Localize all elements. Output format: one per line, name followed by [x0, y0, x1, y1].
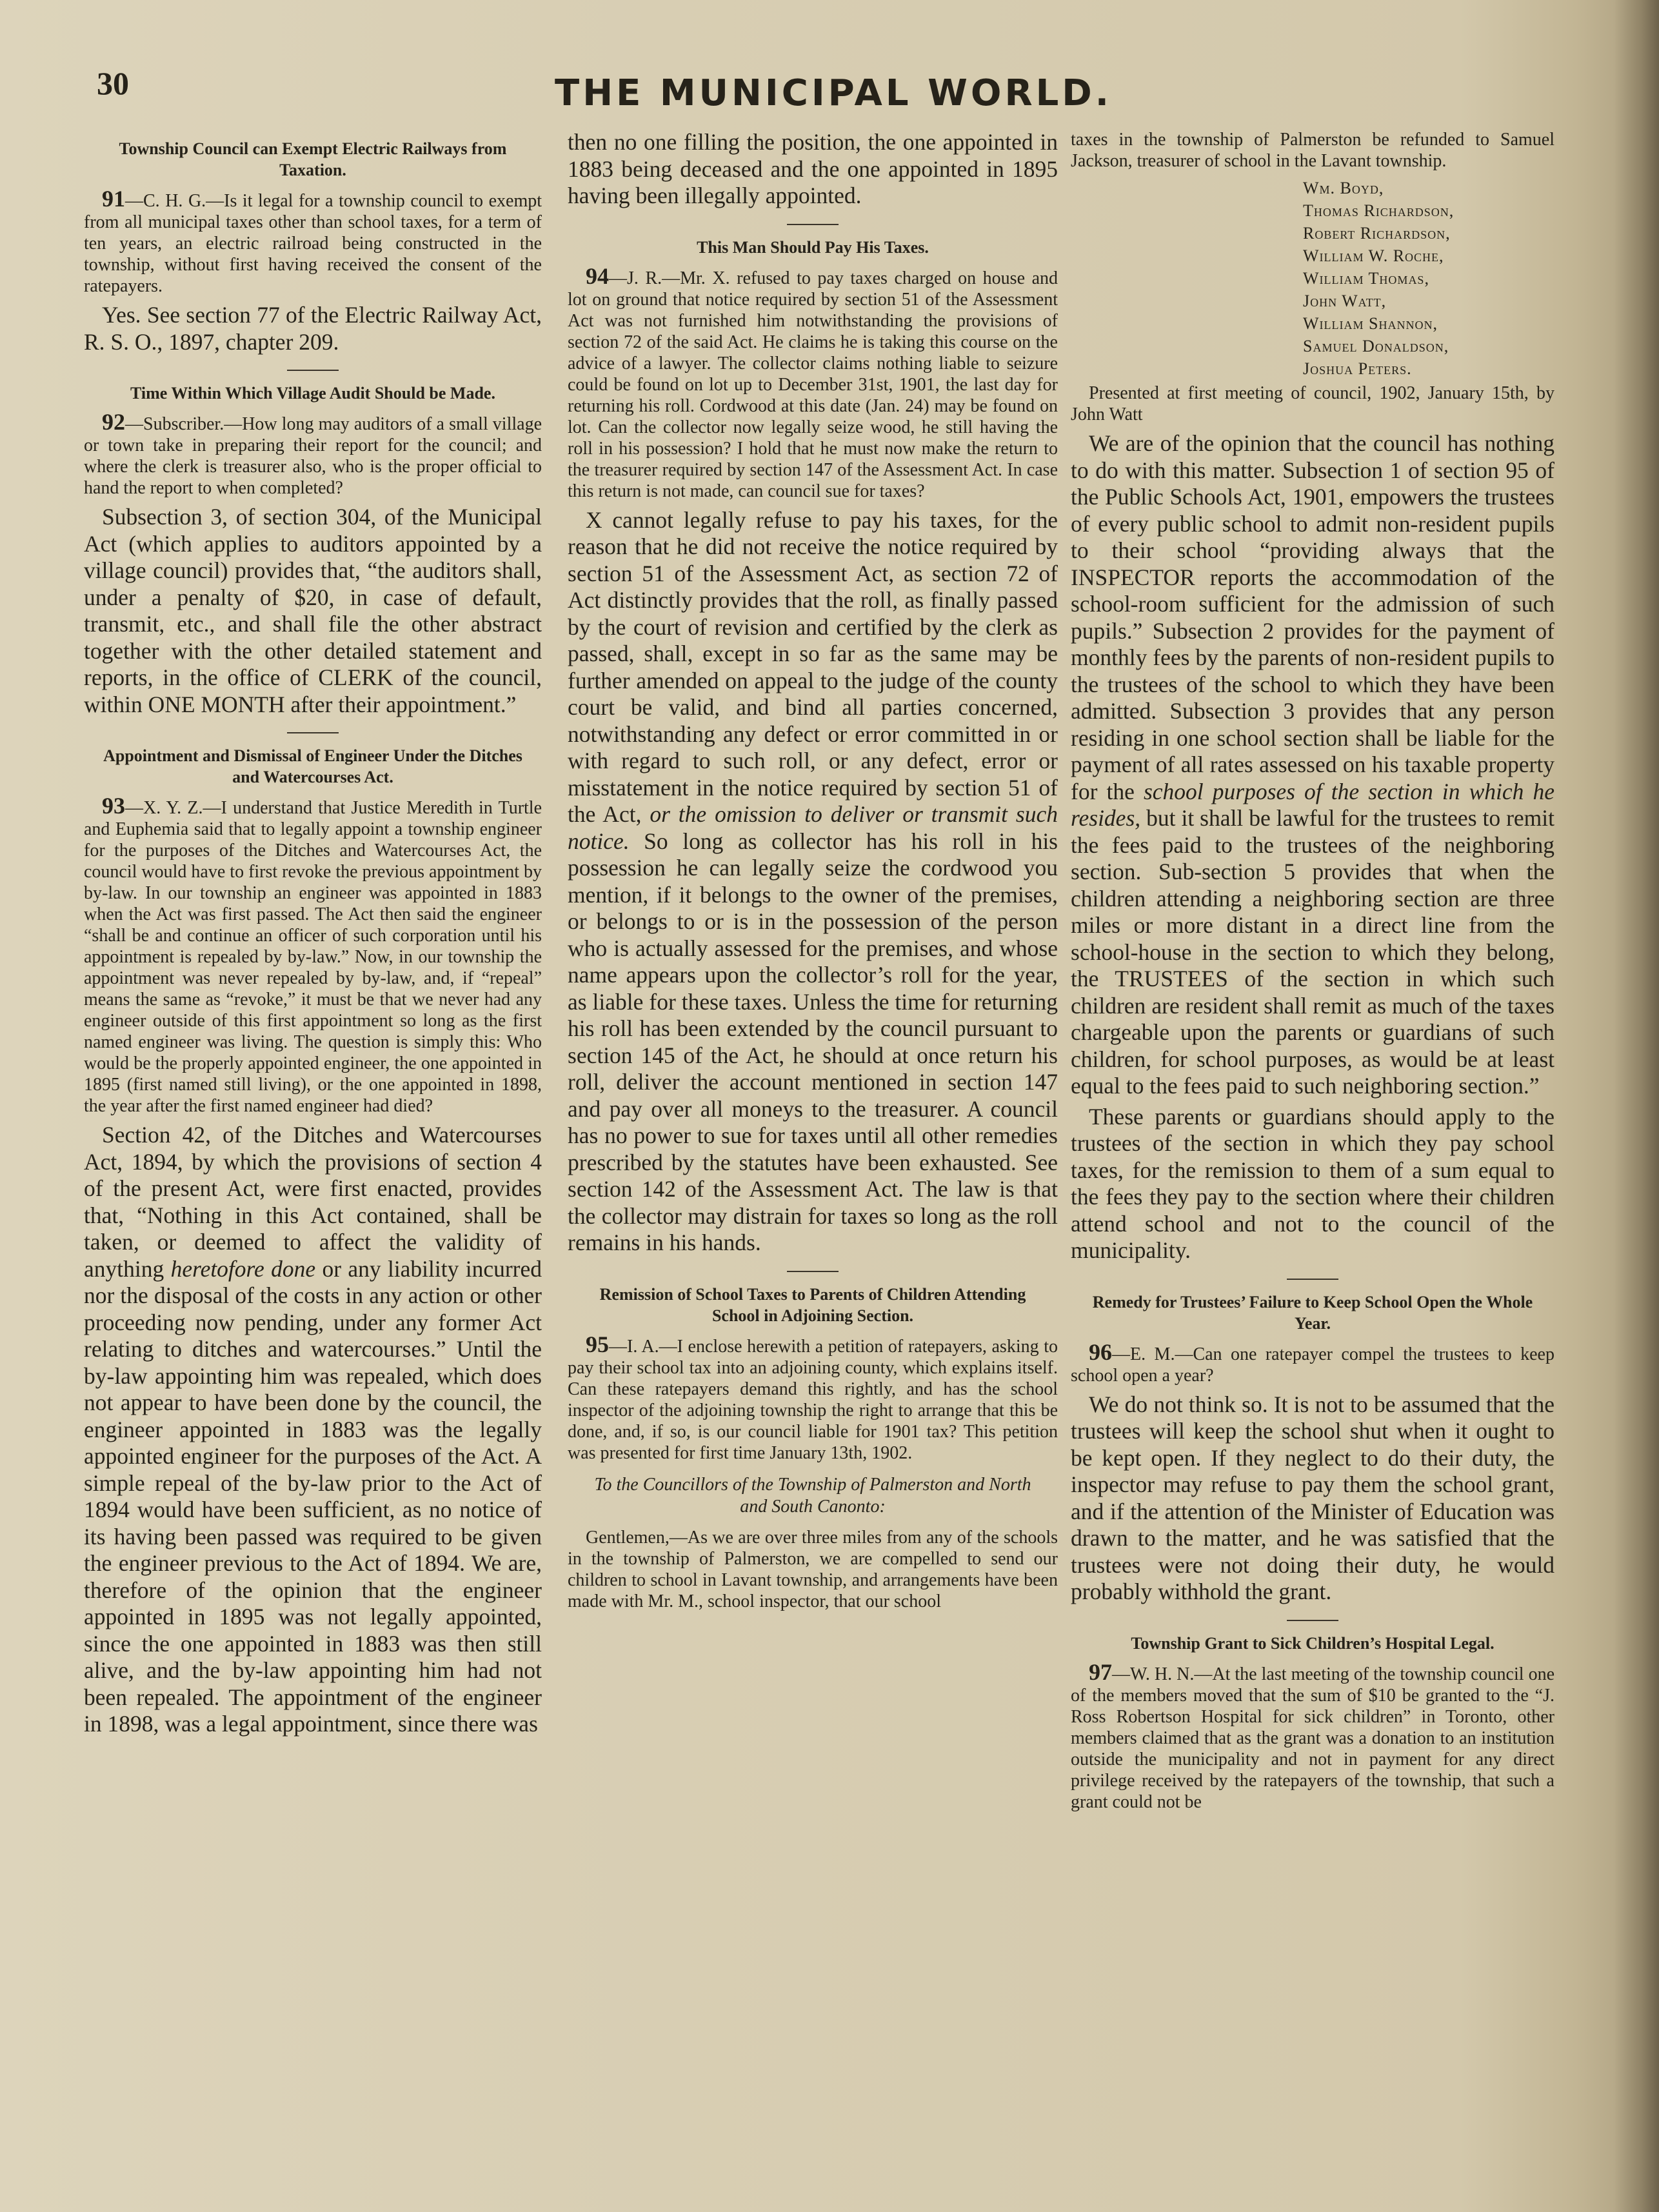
question-number: 92 [102, 409, 125, 435]
answer-text: X cannot legally refuse to pay his taxes, for the reason that he did not receive the notice required by section 51 of the Assessment Act, as section 72 of Act distinctly provides that the roll, as finally passed by the court of revision and certified by the clerk as passed, shall, except in so far as the same may be further amended on appeal to the judge of the county court be valid, and bind all parties concerned, notwithstanding any defect or error committed in or with regard to such roll, or any defect, error or misstatement in the notice required by section 51 of the Act, [568, 506, 1058, 827]
page-number: 30 [97, 65, 129, 101]
petition-text: Gentlemen,—As we are over three miles from any of the schools in the township of Palmerston, we are compelled to send our children to school in Lavant township, and arrangements have been made with Mr. M., school inspector, that our school [568, 1527, 1058, 1611]
answer-95-part-2: These parents or guardians should apply to the trustees of the section in which they pay school taxes, for the remission to them of a sum equal to the fees they pay to the section where their children attend school and not to the council of the municipality. [1071, 1103, 1555, 1263]
signatory: John Watt, [1303, 292, 1387, 310]
divider [1287, 1279, 1338, 1280]
answer-92: Subsection 3, of section 304, of the Municipal Act (which applies to auditors appointed by a village council) provides that, “the auditors shall, under a penalty of $20, in case of default, transmit, etc., and shall file the other abstract together with the other detailed statement and reports, in the office of CLERK of the council, within ONE MONTH after their appointment.” [84, 504, 542, 717]
heading-q96: Remedy for Trustees’ Failure to Keep School Open the Whole Year. [1092, 1292, 1533, 1333]
answer-text: We are of the opinion that the council has nothing to do with this matter. Subsection 1 of section 95 of the Public Schools Act, 1901, empowers the trustees of every public school to admit non-resident pupils to their school “providing always that the INSPECTOR reports the accommodation of the school-room sufficient for the admission of such pupils.” Subsection 2 provides for the payment of monthly fees by the parents of non-resident pupils to the trustees of the school to which they have been admitted. Subsection 3 provides that any person residing in one school section shall be liable for the payment of all rates assessed on his taxable property for the [1071, 430, 1555, 804]
answer-text: or any liability incurred nor the disposal of the costs in any action or other proceeding now pending, under any former Act relating to ditches and watercourses.” Until the by-law appointing him was repealed, which does not appear to have been done by the council, the engineer appointed in 1883 was the legally appointed engineer for the purposes of the Act. A simple repeal of the by-law prior to the Act of 1894 would have been sufficient, as no notice of its having been passed was required to be given the engineer previous to the Act of 1894. We are, therefore of the opinion that the engineer appointed in 1895 was not legally appointed, since the one appointed in 1883 was then still alive, and the by-law appointing him had not been repealed. The appointment of the engineer in 1898, was a legal appointment, since there was [84, 1255, 542, 1737]
question-number: 93 [102, 793, 125, 819]
answer-93 [84, 1122, 542, 1738]
answer-95 [1071, 430, 1555, 1100]
question-text: —W. H. N.—At the last meeting of the township council one of the members moved that the sum of $10 be granted to the “J. Ross Robertson Hospital for sick children” in Toronto, other members claimed that as the grant was a donation to an institution outside the municipality and not in payment for any direct privilege received by the ratepayers of the township, that such a grant could not be [1071, 1664, 1555, 1812]
question-text: —J. R.—Mr. X. refused to pay taxes charged on house and lot on ground that notice required by section 51 of the Assessment Act was not furnished him notwithstanding the provisions of section 72 of the said Act. He claims he is taking this course on the advice of a lawyer. The collector claims nothing liable to seizure could be found on lot up to December 31st, 1901, the last day for returning his roll. Cordwood at this date (Jan. 24) may be found on lot. Can the collector now legally seize wood, he still having the roll in his possession? I hold that he must now make the return to the treasurer required by section 147 of the Assessment Act. In case this return is not made, can council sue for taxes? [568, 268, 1058, 501]
column-1 [84, 129, 542, 1742]
question-number: 96 [1089, 1339, 1112, 1365]
question-number: 94 [586, 263, 609, 289]
petition-salutation: To the Councillors of the Township of Palmerston and North and South Canonto: [594, 1474, 1031, 1517]
heading-q93: Appointment and Dismissal of Engineer Under the Ditches and Watercourses Act. [103, 746, 522, 786]
signatory: Samuel Donaldson, [1303, 337, 1449, 355]
answer-93-continued: then no one filling the position, the one appointed in 1883 being deceased and the one appointed in 1895 having been illegally appointed. [568, 129, 1058, 208]
question-91 [84, 188, 542, 297]
column-2 [568, 129, 1058, 1617]
question-text: —X. Y. Z.—I understand that Justice Meredith in Turtle and Euphemia said that to legally appoint a township engineer for the purposes of the Ditches and Watercourses Act, the council would have to first revoke the previous appointment by by-law. In our township an engineer was appointed in 1883 when the Act was first passed. The Act then said the engineer “shall be and continue an officer of such corporation until his appointment is repealed by by-law.” Now, in our township the appointment was never repealed by by-law, and, if “repeal” means the same as “revoke,” it must be that we never had any engineer outside of this first appointment so long as the first named engineer was living. The question is simply this: Who would be the properly appointed engineer, the one appointed in 1895 (first named still living), or the one appointed in 1898, the year after the first named engineer had died? [84, 798, 542, 1116]
divider [787, 1271, 839, 1272]
divider [1287, 1620, 1338, 1621]
question-93 [84, 795, 542, 1117]
signatory: William Thomas, [1303, 269, 1429, 288]
question-number: 91 [102, 186, 125, 212]
question-94 [568, 263, 1058, 502]
column-3 [1071, 129, 1555, 1818]
page-gutter-shadow [1614, 0, 1659, 2212]
divider [787, 224, 839, 225]
heading-q94: This Man Should Pay His Taxes. [697, 237, 929, 257]
signatory: Thomas Richardson, [1303, 201, 1455, 220]
question-92 [84, 409, 542, 499]
answer-94 [568, 507, 1058, 1257]
answer-emphasis: or the omission to deliver or transmit such notice. [568, 801, 1058, 854]
presented-note: Presented at first meeting of council, 1902, January 15th, by John Watt [1071, 383, 1555, 424]
signatory: Robert Richardson, [1303, 224, 1451, 243]
question-text: —C. H. G.—Is it legal for a township council to exempt from all municipal taxes other than school taxes, for a term of ten years, an electric railroad being constructed in the township, without first having received the consent of the ratepayers. [84, 191, 542, 296]
heading-q92: Time Within Which Village Audit Should be Made. [130, 384, 495, 403]
answer-96: We do not think so. It is not to be assumed that the trustees will keep the school shut when it ought to be kept open. If they neglect to do their duty, the inspector may refuse to pay them the school grant, and if the attention of the Minister of Education was drawn to the matter, and he was satisfied that the trustees were not doing their duty, he would probably withhold the grant. [1071, 1391, 1555, 1604]
divider [287, 732, 339, 733]
answer-text: but it shall be lawful for the trustees to remit the fees paid to the trustees of the neighboring section. Sub-section 5 provides that when the children attending a neighboring section are three miles or more distant in a direct line from the school-house in the section to which they belong, the TRUSTEES of the section in which such children are resident shall remit as much of the taxes chargeable upon the parents or guardians of such children, for school purposes, as would be at least equal to the fees paid to such neighboring section.” [1071, 805, 1555, 1099]
answer-emphasis: heretofore done [170, 1255, 316, 1282]
question-95 [568, 1331, 1058, 1464]
question-97 [1071, 1659, 1555, 1813]
heading-q95: Remission of School Taxes to Parents of Children Attending School in Adjoining Section. [599, 1284, 1026, 1325]
answer-text: So long as collector has his roll in his possession he can legally seize the cordwood you mention, if it belongs to the owner of the premises, or belongs to or is in the possession of the person who is actually assessed for the premises, and whose name appears upon the collector’s roll for the year, as liable for these taxes. Unless the time for returning his roll has been extended by the council pursuant to section 145 of the Act, he should at once return his roll, deliver the account mentioned in section 147 and pay over all moneys to the treasurer. A council has no power to sue for taxes until all other remedies prescribed by the statutes have been exhausted. See section 142 of the Assessment Act. The law is that the collector may distrain for taxes so long as the roll remains in his hands. [568, 828, 1058, 1255]
heading-q91: Township Council can Exempt Electric Railways from Taxation. [119, 139, 507, 179]
signatory: Joshua Peters. [1303, 359, 1412, 378]
answer-emphasis: school purposes of the section in which he resides, [1071, 778, 1555, 831]
signatory: William W. Roche, [1303, 246, 1444, 265]
signatory: Wm. Boyd, [1303, 179, 1384, 197]
heading-q97: Township Grant to Sick Children’s Hospital Legal. [1131, 1633, 1495, 1653]
question-text: —Subscriber.—How long may auditors of a small village or town take in preparing their report for the council; and where the clerk is treasurer also, who is the proper official to hand the report to when completed? [84, 414, 542, 498]
petition-continued: taxes in the township of Palmerston be refunded to Samuel Jackson, treasurer of school in the Lavant township. [1071, 130, 1555, 171]
answer-91: Yes. See section 77 of the Electric Railway Act, R. S. O., 1897, chapter 209. [84, 302, 542, 355]
question-number: 97 [1089, 1659, 1112, 1685]
answer-text: Section 42, of the Ditches and Watercourses Act, 1894, by which the provisions of section 4 of the present Act, were first enacted, provides that, “Nothing in this Act contained, shall be taken, or deemed to affect the validity of anything [84, 1122, 542, 1282]
question-96 [1071, 1339, 1555, 1386]
question-number: 95 [586, 1331, 609, 1357]
divider [287, 370, 339, 371]
masthead-title: THE MUNICIPAL WORLD. [555, 72, 1113, 114]
signatory-list [1303, 177, 1555, 380]
signatory: William Shannon, [1303, 314, 1438, 333]
question-text: —I. A.—I enclose herewith a petition of ratepayers, asking to pay their school tax into an adjoining county, which explains itself. Can these ratepayers demand this rightly, and has the school inspector of the adjoining township the right to arrange that this be done, and, if so, is our council liable for 1901 tax? This petition was presented for first time January 13th, 1902. [568, 1336, 1058, 1463]
question-text: —E. M.—Can one ratepayer compel the trustees to keep school open a year? [1071, 1344, 1555, 1386]
